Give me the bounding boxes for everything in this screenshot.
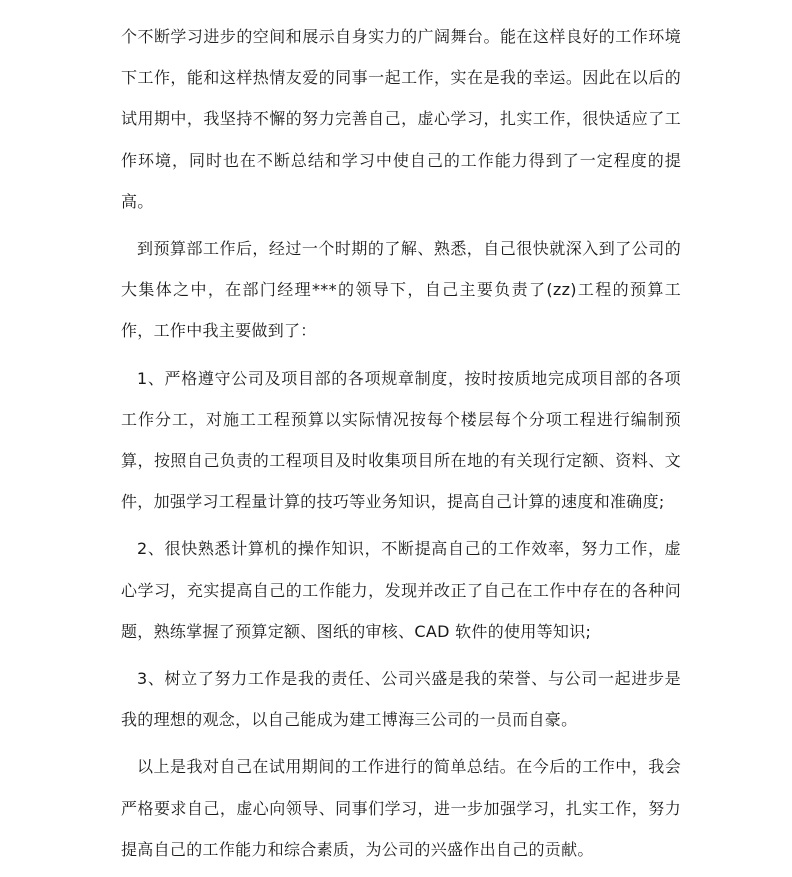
document-body xyxy=(121,16,681,876)
paragraph-2: 到预算部工作后，经过一个时期的了解、熟悉，自己很快就深入到了公司的大集体之中，在部门经理***的领导下，自己主要负责了(zz)工程的预算工作，工作中我主要做到了： xyxy=(121,239,681,341)
paragraph-4: 2、很快熟悉计算机的操作知识，不断提高自己的工作效率，努力工作，虚心学习，充实提高自己的工作能力，发现并改正了自己在工作中存在的各种问题，熟练掌握了预算定额、图纸的审核、CAD 软件的使用等知识; xyxy=(121,539,681,641)
paragraph-3: 1、严格遵守公司及项目部的各项规章制度，按时按质地完成项目部的各项工作分工，对施工工程预算以实际情况按每个楼层每个分项工程进行编制预算，按照自己负责的工程项目及时收集项目所在地的有关现行定额、资料、文件，加强学习工程量计算的技巧等业务知识，提高自己计算的速度和准确度; xyxy=(121,368,681,512)
paragraph-1: 个不断学习进步的空间和展示自身实力的广阔舞台。能在这样良好的工作环境下工作，能和这样热情友爱的同事一起工作，实在是我的幸运。因此在以后的试用期中，我坚持不懈的努力完善自己，虚心学习，扎实工作，很快适应了工作环境，同时也在不断总结和学习中使自己的工作能力得到了一定程度的提高。 xyxy=(121,27,681,211)
paragraph-6: 以上是我对自己在试用期间的工作进行的简单总结。在今后的工作中，我会严格要求自己，虚心向领导、同事们学习，进一步加强学习，扎实工作，努力提高自己的工作能力和综合素质，为公司的兴盛作出自己的贡献。 xyxy=(121,757,681,859)
paragraph-5: 3、树立了努力工作是我的责任、公司兴盛是我的荣誉、与公司一起进步是我的理想的观念，以自己能成为建工博海三公司的一员而自豪。 xyxy=(121,669,681,730)
